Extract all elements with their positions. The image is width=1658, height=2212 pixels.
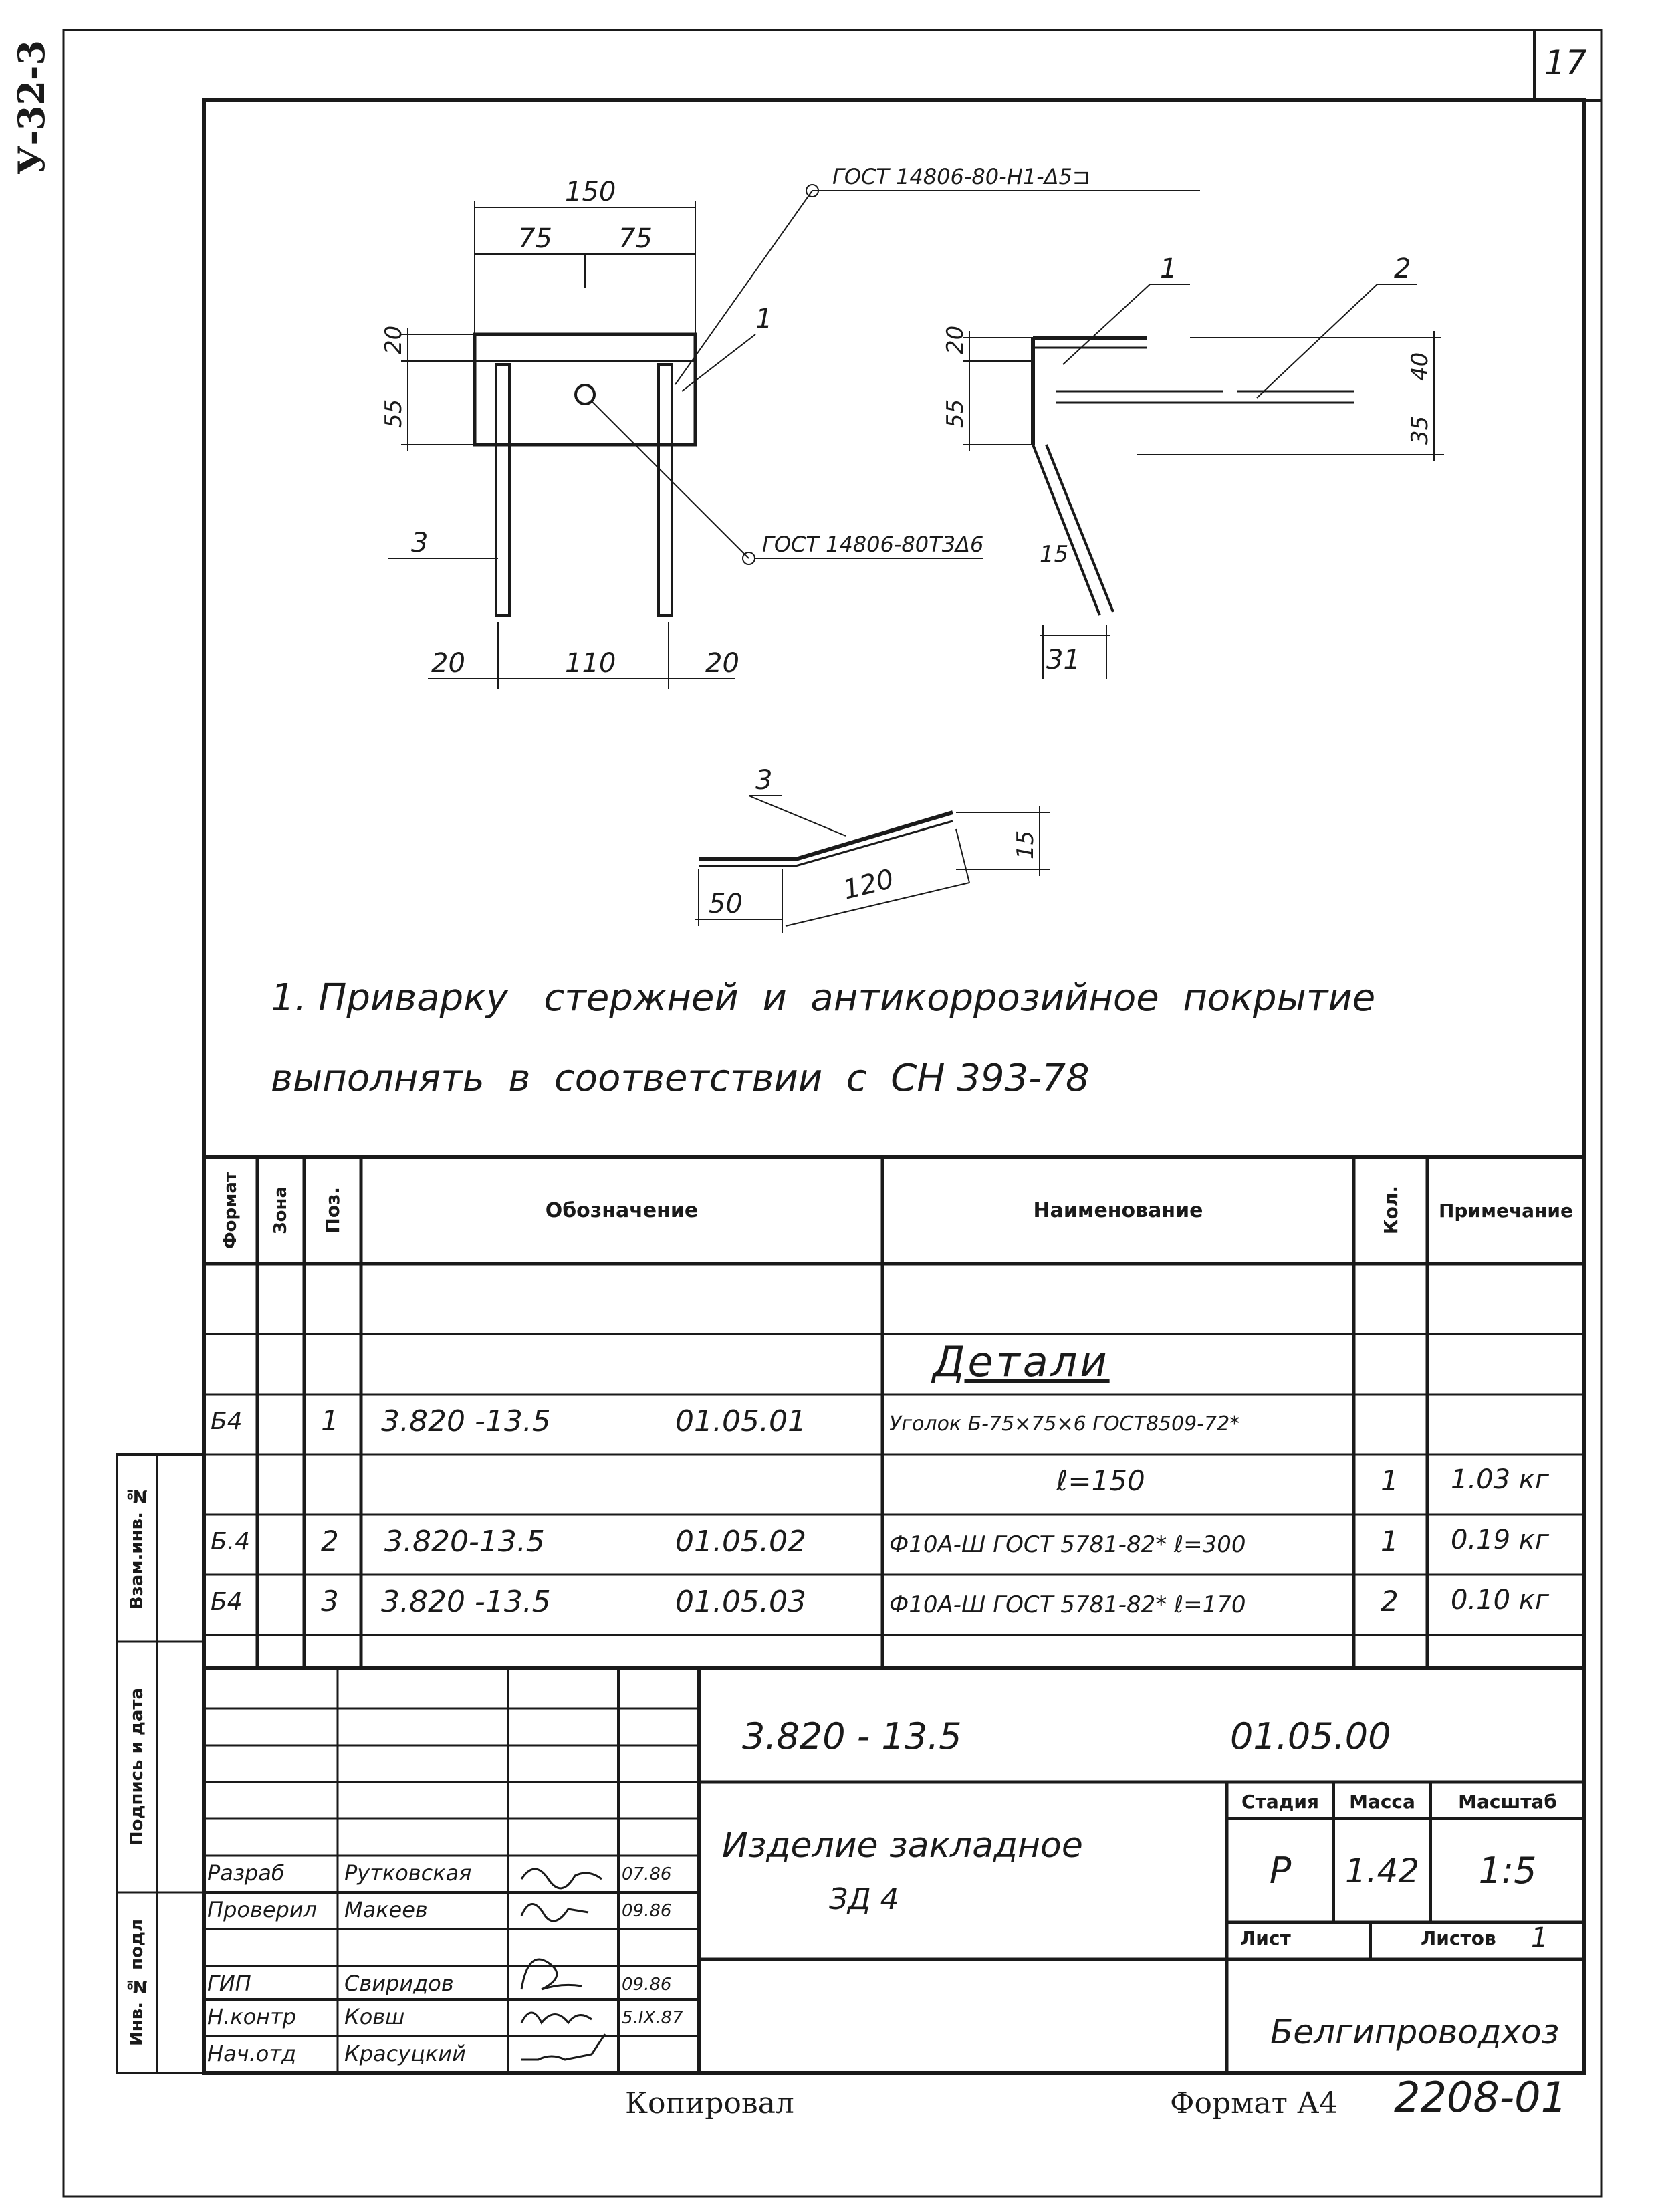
pos-side-1: 1 <box>1160 253 1177 284</box>
dim-front-20-left: 20 <box>431 648 465 679</box>
front-view-angle <box>475 334 695 445</box>
dim-detail-15: 15 <box>1012 830 1039 859</box>
dim-side-15: 15 <box>1040 541 1069 568</box>
row-0-name: Уголок Б-75×75×6 ГОСТ8509-72* <box>889 1412 1240 1436</box>
dim-side-35: 35 <box>1407 415 1433 445</box>
row-3-code: 3.820 -13.5 <box>381 1585 551 1619</box>
stamp-inv: Инв. № подл <box>127 1918 147 2047</box>
row-3-qty: 2 <box>1381 1585 1399 1618</box>
series-code-stamp <box>10 40 57 214</box>
archive-number: 2208-01 <box>1394 2073 1568 2122</box>
weld-gost-top: ГОСТ 14806-80-Н1-Δ5⊐ <box>832 164 1090 189</box>
row-3-format: Б4 <box>211 1588 243 1616</box>
pos-side-2: 2 <box>1394 253 1411 284</box>
row-1-name: ℓ=150 <box>1056 1464 1145 1497</box>
row-2-qty: 1 <box>1381 1525 1399 1557</box>
row-3-name: Ф10А-Ш ГОСТ 5781-82* ℓ=170 <box>889 1591 1246 1618</box>
person-4-role: Н.контр <box>207 2004 297 2029</box>
mass-label: Масса <box>1349 1790 1415 1813</box>
page-number: 17 <box>1544 43 1587 82</box>
header-note: Примечание <box>1438 1199 1574 1222</box>
header-pos: Поз. <box>322 1187 344 1234</box>
person-0-role: Разраб <box>207 1860 285 1886</box>
dim-front-20-vert: 20 <box>380 325 407 354</box>
title-line-1: Изделие закладное <box>722 1826 1083 1866</box>
doc-code: 3.820 - 13.5 <box>742 1715 962 1757</box>
row-2-note: 0.19 кг <box>1451 1525 1549 1555</box>
dim-front-150: 150 <box>565 177 616 207</box>
scale-value: 1:5 <box>1478 1850 1537 1892</box>
doc-sub: 01.05.00 <box>1230 1715 1391 1757</box>
mass-value: 1.42 <box>1344 1851 1420 1890</box>
header-format: Формат <box>221 1171 241 1250</box>
scale-label: Масштаб <box>1458 1790 1557 1813</box>
header-zone: Зона <box>271 1186 291 1234</box>
title-line-2: ЗД 4 <box>829 1882 899 1916</box>
weld-gost-bottom: ГОСТ 14806-80Т3Δ6 <box>762 532 984 557</box>
header-name: Наименование <box>1033 1198 1203 1222</box>
dim-detail-120: 120 <box>840 863 897 906</box>
note-line-2: выполнять в соответствии с СН 393-78 <box>271 1057 1090 1100</box>
row-3-sub: 01.05.03 <box>675 1585 806 1619</box>
sheets-label: Листов <box>1421 1927 1496 1949</box>
pos-front-3: 3 <box>411 528 429 558</box>
row-0-sub: 01.05.01 <box>675 1404 806 1438</box>
format-label: Формат А4 <box>1170 2086 1338 2120</box>
person-1-role: Проверил <box>207 1897 318 1922</box>
dim-front-110: 110 <box>565 648 616 679</box>
person-0-name: Рутковская <box>344 1860 472 1886</box>
row-2-name: Ф10А-Ш ГОСТ 5781-82* ℓ=300 <box>889 1531 1246 1558</box>
pos-detail-3: 3 <box>755 765 773 796</box>
dim-front-75-right: 75 <box>618 223 653 254</box>
header-designation: Обозначение <box>545 1198 699 1222</box>
person-4-date: 5.IX.87 <box>622 2008 683 2028</box>
person-3-date: 09.86 <box>622 1975 672 1995</box>
header-qty: Кол. <box>1379 1186 1402 1235</box>
stage-label: Стадия <box>1241 1790 1319 1813</box>
row-2-code: 3.820-13.5 <box>384 1525 545 1559</box>
organization: Белгипроводхоз <box>1270 2013 1560 2052</box>
row-1-qty: 1 <box>1381 1464 1399 1497</box>
sheets-value: 1 <box>1531 1922 1548 1953</box>
sheet-label: Лист <box>1240 1927 1291 1949</box>
person-3-name: Свиридов <box>344 1971 454 1996</box>
stamp-podpis: Подпись и дата <box>127 1688 147 1846</box>
row-2-pos: 2 <box>321 1525 339 1557</box>
person-1-date: 09.86 <box>622 1901 672 1921</box>
dim-side-20: 20 <box>942 325 969 354</box>
row-2-format: Б.4 <box>211 1528 251 1555</box>
section-title-details: Детали <box>933 1337 1110 1386</box>
pos-front-1: 1 <box>755 304 773 334</box>
series-code: У-32-3 <box>10 40 53 175</box>
copied-label: Копировал <box>625 2086 794 2120</box>
front-view-rod-right <box>659 364 672 615</box>
person-5-role: Нач.отд <box>207 2041 297 2066</box>
dim-side-31: 31 <box>1046 645 1080 675</box>
row-3-pos: 3 <box>321 1585 339 1618</box>
person-1-name: Макеев <box>344 1897 428 1922</box>
row-1-note: 1.03 кг <box>1451 1464 1549 1495</box>
person-0-date: 07.86 <box>622 1864 672 1884</box>
dim-front-55-vert: 55 <box>380 399 407 428</box>
stage-value: Р <box>1269 1850 1292 1892</box>
front-view-rod-left <box>496 364 509 615</box>
row-2-sub: 01.05.02 <box>675 1525 806 1559</box>
row-3-note: 0.10 кг <box>1451 1585 1549 1616</box>
dim-side-40: 40 <box>1407 352 1433 381</box>
row-0-format: Б4 <box>211 1408 243 1435</box>
stamp-vzam: Взам.инв. № <box>127 1486 147 1610</box>
dim-detail-50: 50 <box>709 889 743 919</box>
row-0-code: 3.820 -13.5 <box>381 1404 551 1438</box>
dim-front-20-right: 20 <box>705 648 739 679</box>
note-line-1: 1. Приварку стержней и антикоррозийное покрытие <box>271 976 1376 1020</box>
person-5-name: Красуцкий <box>344 2041 466 2066</box>
dim-side-55: 55 <box>942 399 969 428</box>
row-0-pos: 1 <box>321 1404 339 1437</box>
person-3-role: ГИП <box>207 1971 251 1996</box>
person-4-name: Ковш <box>344 2004 405 2029</box>
dim-front-75-left: 75 <box>518 223 552 254</box>
